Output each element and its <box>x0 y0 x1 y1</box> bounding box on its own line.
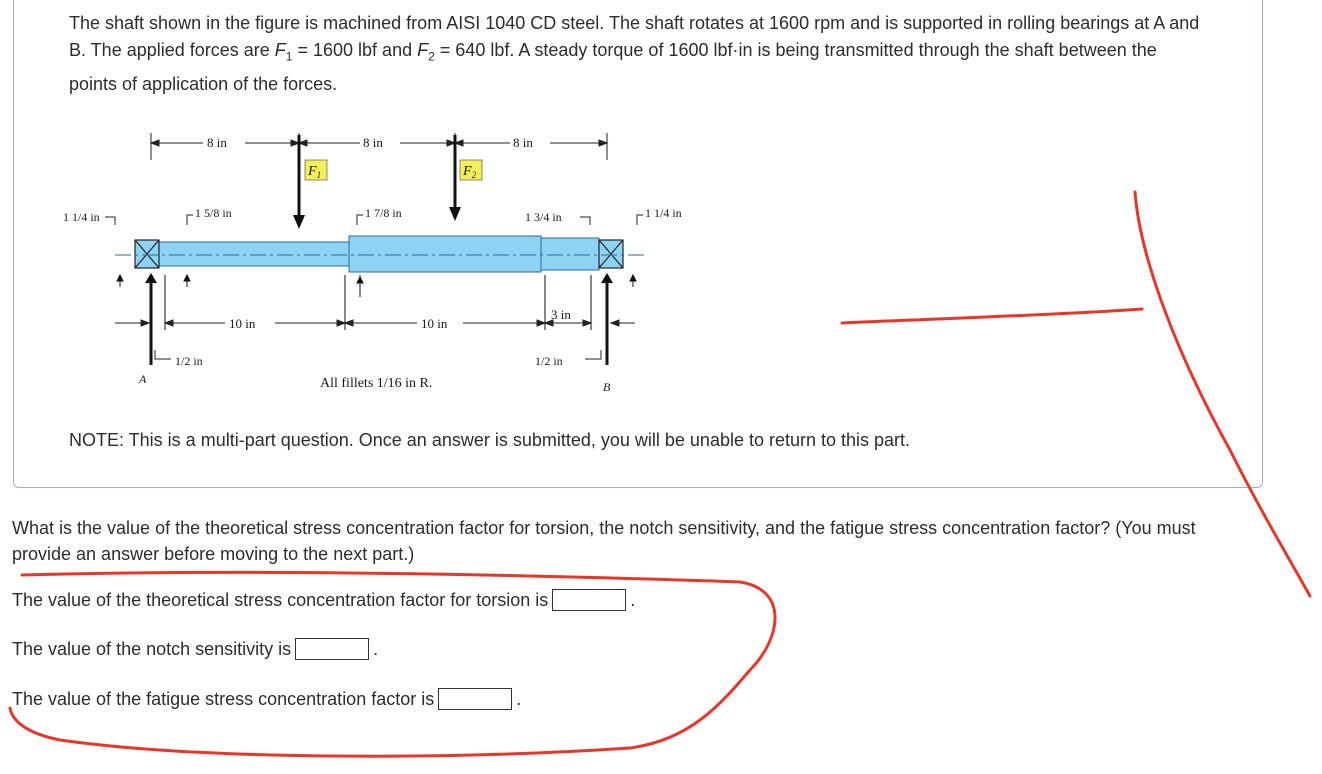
dia-center: 1 7/8 in <box>365 206 402 220</box>
force-arrow-f2 <box>449 135 461 221</box>
answer-input-notch[interactable] <box>295 638 369 660</box>
annotation-underline <box>22 572 740 582</box>
dim-bottom-left: 10 in <box>229 316 256 331</box>
dim-bottom-mid: 10 in <box>421 316 448 331</box>
answer-label-kts: The value of the theoretical stress concentration factor for torsion is <box>12 589 549 610</box>
answer-label-notch: The value of the notch sensitivity is <box>12 638 292 659</box>
dia-right-step: 1 3/4 in <box>525 210 562 224</box>
shaft-figure <box>55 125 695 405</box>
force-arrow-f1 <box>293 135 305 229</box>
svg-text:F1: $F_1$ <box>308 164 322 180</box>
label-a: A <box>139 372 147 386</box>
dia-left-step: 1 5/8 in <box>195 206 232 220</box>
answer-row-notch: The value of the notch sensitivity is . <box>12 638 379 659</box>
answer-row-kfs: The value of the fatigue stress concentration factor is . <box>12 688 522 709</box>
label-b: B <box>603 380 611 394</box>
dim-bottom-right: 3 in <box>551 307 571 322</box>
problem-intro: The shaft shown in the figure is machined from AISI 1040 CD steel. The shaft rotates at 1600 rpm and is supported in rolling bearings at A and B. The applied forces are $F_1 = 1600$ lbf and $F_2 = 640$ lbf. A steady torque of 1600 lbf·in is being transmitted through the shaft between the points of application of the forces. <box>69 13 1200 94</box>
dim-top-mid: 8 in <box>363 135 383 150</box>
dim-top-left: 8 in <box>207 135 227 150</box>
svg-text:F2: $F_2$ <box>463 164 477 180</box>
answer-input-kfs[interactable] <box>438 688 512 710</box>
question-text: What is the value of the theoretical stress concentration factor for torsion, the notch sensitivity, and the fatigue stress concentration factor? (You must provide an answer before moving to the next part.) <box>12 518 1196 564</box>
dia-right-bearing: 1 1/4 in <box>645 206 682 220</box>
fillet-note: All fillets 1/16 in R. <box>320 376 433 391</box>
answer-label-kfs: The value of the fatigue stress concentration factor is <box>12 688 435 709</box>
shoulder-left: 1/2 in <box>175 354 203 368</box>
shoulder-right: 1/2 in <box>535 354 563 368</box>
answer-row-kts: The value of the theoretical stress concentration factor for torsion is . <box>12 589 636 610</box>
multi-part-note: NOTE: This is a multi-part question. Once an answer is submitted, you will be unable to return to this part. <box>69 430 911 450</box>
answer-input-kts[interactable] <box>552 589 626 611</box>
dia-left-bearing: 1 1/4 in <box>63 210 100 224</box>
dim-top-right: 8 in <box>513 135 533 150</box>
